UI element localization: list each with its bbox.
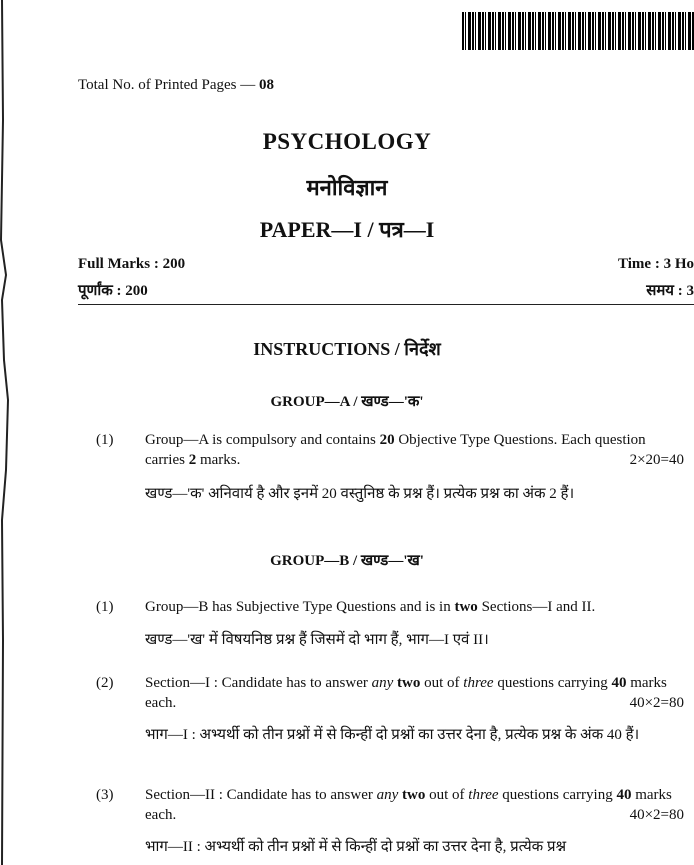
group-b-heading: GROUP—B / खण्ड—'ख' [270, 553, 424, 569]
full-marks-hindi: पूर्णांक : 200 [78, 283, 148, 299]
group-b-item-1: Group—B has Subjective Type Questions and is in two Sections—I and II. [145, 599, 596, 615]
printed-pages: Total No. of Printed Pages — 08 [78, 77, 275, 93]
item-number: (2) [96, 675, 114, 691]
marks-formula: 40×2=80 [629, 695, 684, 711]
marks-formula: 40×2=80 [629, 807, 684, 823]
group-a-item-1: Group—A is compulsory and contains 20 Objective Type Questions. Each question carries 2 marks. 2×20=40 [145, 432, 684, 468]
marks-formula: 2×20=40 [629, 452, 684, 468]
instructions-heading: INSTRUCTIONS / निर्देश [253, 339, 441, 359]
subject-title-hindi: मनोविज्ञान [306, 175, 388, 200]
group-b-item-1-hindi: खण्ड—'ख' में विषयनिष्ठ प्रश्न हैं जिसमें दो भाग हैं, भाग—I एवं II। [145, 632, 489, 648]
item-number: (3) [96, 787, 114, 803]
group-b-item-2: Section—I : Candidate has to answer any two out of three questions carrying 40 marks each. 40×2=80 [145, 675, 684, 711]
time-allowed-hindi: समय : 3 [646, 283, 694, 299]
full-marks: Full Marks : 200 [78, 256, 186, 272]
subject-title: PSYCHOLOGY [262, 129, 432, 154]
group-b-item-3-hindi: भाग—II : अभ्यर्थी को तीन प्रश्नों में से किन्हीं दो प्रश्नों का उत्तर देना है, प्रत्येक प्रश्न [145, 839, 567, 855]
group-b-item-3: Section—II : Candidate has to answer any two out of three questions carrying 40 marks each. 40×2=80 [145, 787, 684, 823]
barcode [462, 12, 694, 50]
group-a-item-1-hindi: खण्ड—'क' अनिवार्य है और इनमें 20 वस्तुनिष्ठ के प्रश्न हैं। प्रत्येक प्रश्न का अंक 2 हैं। [145, 486, 575, 502]
item-number: (1) [96, 599, 114, 615]
group-b-item-2-hindi: भाग—I : अभ्यर्थी को तीन प्रश्नों में से किन्हीं दो प्रश्नों का उत्तर देना है, प्रत्येक प्रश्न के अंक 40 हैं। [145, 727, 640, 743]
header-divider [78, 304, 694, 305]
paper-title: PAPER—I / पत्र—I [259, 217, 435, 242]
item-number: (1) [96, 432, 114, 448]
time-allowed: Time : 3 Ho [618, 256, 694, 272]
group-a-heading: GROUP—A / खण्ड—'क' [270, 394, 424, 410]
